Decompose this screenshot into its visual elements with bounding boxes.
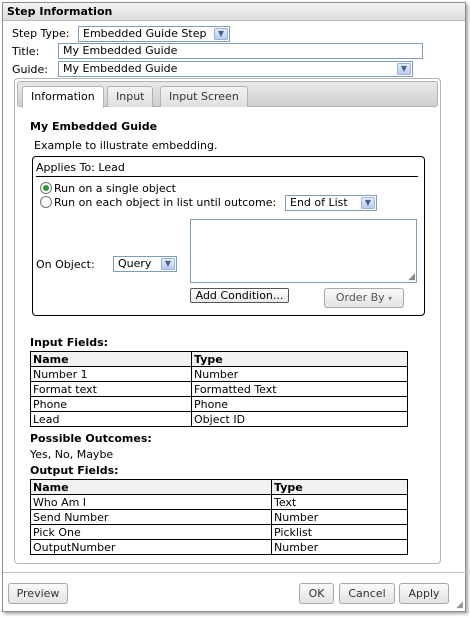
ok-button[interactable]: OK	[299, 583, 334, 604]
footer-divider	[3, 572, 467, 573]
tab-input[interactable]: Input	[107, 86, 153, 107]
title-input[interactable]: My Embedded Guide	[58, 43, 423, 59]
field-name: Format text	[31, 382, 192, 397]
chevron-down-icon: ▼	[397, 63, 411, 75]
resize-grip-icon[interactable]: ◢	[408, 272, 415, 282]
order-by-button[interactable]	[324, 288, 404, 308]
radio-single-label: Run on a single object	[54, 182, 176, 195]
guide-heading: My Embedded Guide	[30, 120, 158, 133]
field-name: Who Am I	[31, 495, 272, 510]
column-header-type: Type	[192, 352, 408, 367]
tab-panel	[14, 78, 441, 564]
field-type: Number	[272, 510, 408, 525]
preview-button[interactable]: Preview	[8, 583, 68, 604]
table-row	[31, 367, 408, 382]
step-type-value: Embedded Guide Step	[83, 27, 207, 40]
field-name: Pick One	[31, 525, 272, 540]
guide-description: Example to illustrate embedding.	[34, 139, 218, 152]
on-object-label: On Object:	[36, 258, 95, 271]
radio-each-object[interactable]	[40, 196, 52, 208]
radio-each-label: Run on each object in list until outcome:	[54, 196, 277, 209]
field-type: Text	[272, 495, 408, 510]
guide-value: My Embedded Guide	[63, 62, 178, 75]
possible-outcomes-heading: Possible Outcomes:	[30, 432, 152, 445]
conditions-textarea[interactable]	[190, 219, 417, 283]
table-row	[31, 412, 408, 427]
table-row	[31, 525, 408, 540]
tab-strip	[17, 81, 438, 107]
field-name: Send Number	[31, 510, 272, 525]
outcome-value: End of List	[290, 196, 348, 209]
column-header-name: Name	[31, 480, 272, 495]
field-name: OutputNumber	[31, 540, 272, 555]
guide-label: Guide:	[12, 63, 49, 76]
apply-button[interactable]: Apply	[399, 583, 449, 604]
tab-input-screen[interactable]: Input Screen	[160, 86, 248, 107]
field-type: Phone	[192, 397, 408, 412]
table-row	[31, 510, 408, 525]
step-type-label: Step Type:	[12, 27, 70, 40]
output-fields-table	[30, 479, 408, 555]
step-type-select[interactable]	[78, 26, 230, 42]
cancel-button[interactable]: Cancel	[339, 583, 395, 604]
table-row	[31, 540, 408, 555]
table-row	[31, 397, 408, 412]
table-row	[31, 382, 408, 397]
field-name: Lead	[31, 412, 192, 427]
on-object-select[interactable]	[113, 256, 177, 272]
table-row	[31, 495, 408, 510]
column-header-name: Name	[31, 352, 192, 367]
input-fields-table	[30, 351, 408, 427]
guide-select[interactable]	[58, 61, 413, 77]
on-object-value: Query	[118, 257, 152, 270]
field-type: Object ID	[192, 412, 408, 427]
input-fields-heading: Input Fields:	[30, 336, 109, 349]
chevron-down-icon: ▾	[388, 294, 393, 303]
field-type: Picklist	[272, 525, 408, 540]
step-information-dialog	[2, 2, 466, 612]
table-header-row	[31, 352, 408, 367]
field-name: Phone	[31, 397, 192, 412]
applies-to-label: Applies To: Lead	[36, 161, 125, 174]
resize-grip-icon[interactable]: ◢	[456, 600, 463, 610]
table-header-row	[31, 480, 408, 495]
order-by-label: Order By	[335, 291, 385, 304]
divider	[36, 176, 418, 177]
outcome-select[interactable]	[285, 195, 377, 211]
field-type: Formatted Text	[192, 382, 408, 397]
field-name: Number 1	[31, 367, 192, 382]
chevron-down-icon: ▼	[214, 28, 228, 40]
applies-to-group	[32, 156, 425, 316]
field-type: Number	[272, 540, 408, 555]
column-header-type: Type	[272, 480, 408, 495]
dialog-title: Step Information	[3, 3, 465, 21]
radio-single-object[interactable]	[40, 182, 52, 194]
title-label: Title:	[12, 45, 40, 58]
add-condition-button[interactable]: Add Condition...	[190, 288, 289, 303]
chevron-down-icon: ▼	[161, 258, 175, 270]
tab-information[interactable]: Information	[22, 86, 104, 108]
chevron-down-icon: ▼	[361, 197, 375, 209]
possible-outcomes-value: Yes, No, Maybe	[30, 448, 114, 461]
field-type: Number	[192, 367, 408, 382]
output-fields-heading: Output Fields:	[30, 464, 119, 477]
